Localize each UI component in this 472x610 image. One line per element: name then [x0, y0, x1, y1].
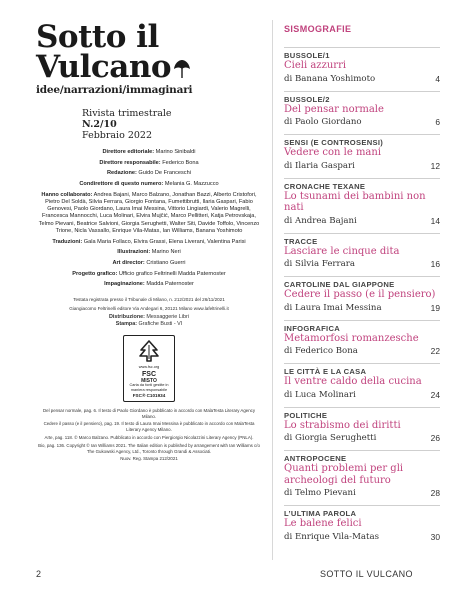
credit-value: Ufficio grafico Feltrinelli Madda Paternoster	[117, 270, 226, 277]
credit-line	[36, 249, 262, 256]
credit-label: Condirettore di questo numero:	[79, 181, 164, 188]
credit-line	[36, 192, 262, 235]
distribution-value: Messaggerie Libri	[144, 313, 189, 320]
credit-value: Andrea Bajani, Marco Balzano, Jonathan Bazzi, Alberto Cristofori, Pietro Del Soldà, Silvia Ferrara, Giorgio Fontana, Fumettibrutti, Ilaria Gaspari, Fabio Genovesi, Paolo Giordano, Laura Imai Messina, Vittorio Lingiardi, Valerio Magrelli, Francesca Mannocchi, Luca Molinari, Elvira Mujčić, Marco Pellitteri, Katja Petrovskaja, Telmo Pievani, Beatrice Salvioni, Giorgia Serughetti, Walter Siti, Davide Toffolo, Vincenzo Trione, Nicla Vassallo, Enrique Vila-Matas, Ian Williams, Banana Yoshimoto	[38, 191, 260, 234]
toc-entry-page: 4	[435, 73, 440, 84]
print-line	[36, 321, 262, 328]
publisher-text: Giangiacomo Feltrinelli editore Via Andegari 6, 20121 Milano www.lafeltrinelli.it	[69, 305, 229, 311]
toc-entry-title: Del pensar normale	[284, 103, 384, 115]
toc-entry-page: 24	[430, 389, 440, 400]
masthead-title-line1: Sotto il	[36, 19, 159, 55]
masthead-title-line2-wrap	[36, 49, 262, 85]
distribution-label: Distribuzione:	[109, 313, 145, 320]
issue-info	[82, 108, 262, 141]
toc-entry-title: Cedere il passo (e il pensiero)	[284, 289, 436, 300]
fsc-certification-badge	[123, 335, 175, 402]
toc-entry-author: di Telmo Pievani	[284, 488, 356, 498]
credit-value: Guido De Franceschi	[136, 170, 191, 177]
toc-entry-rubric: LE CITTÀ E LA CASA	[284, 367, 367, 376]
masthead-tagline: idee/narrazioni/immaginari	[36, 84, 193, 96]
issue-date: Febbraio 2022	[82, 130, 153, 141]
credit-label: Art director:	[112, 259, 145, 266]
credit-label: Hanno collaborato:	[41, 191, 93, 198]
colophon-column	[36, 19, 262, 462]
toc-entry-title: Metamorfosi romanzesche	[284, 332, 419, 344]
footer-running-title: SOTTO IL VULCANO	[320, 569, 413, 579]
toc-entry-rubric: SENSI (E CONTROSENSI)	[284, 138, 384, 147]
toc-entry-page: 12	[430, 160, 440, 171]
credit-line	[36, 281, 262, 288]
credit-value: Cristiano Guerri	[144, 259, 186, 266]
registration-text: Testata registrata presso il Tribunale di Milano, n. 212/2021 del 26/11/2021	[73, 296, 225, 302]
credit-label: Direttore editoriale:	[102, 149, 155, 155]
volcano-leaf-icon	[173, 59, 191, 79]
credit-line	[36, 160, 262, 167]
credits-list	[36, 149, 262, 289]
credit-label: Traduzioni:	[52, 238, 83, 245]
toc-entry[interactable]	[284, 450, 440, 498]
credit-value: Melania G. Mazzucco	[163, 181, 219, 188]
toc-entry-title: Quanti problemi per gli archeologi del futuro	[284, 463, 404, 486]
toc-entry-rubric: CARTOLINE DAL GIAPPONE	[284, 280, 395, 289]
toc-entry-author: di Silvia Ferrara	[284, 259, 355, 269]
copyright-note: Nuov. Reg. Stampa 212/2021	[120, 456, 178, 462]
toc-entry-author: di Federico Bona	[284, 346, 358, 356]
toc-entry-page: 19	[430, 302, 440, 313]
credit-label: Progetto grafico:	[72, 270, 118, 277]
copyright-note: Cedere il passo (e il pensiero), pag. 19. Il testo di Laura Imai Messina è pubblicato in accordo con MalaTesta Literary Agency Milano.	[43, 421, 255, 433]
credit-line	[36, 149, 262, 156]
toc-entry-title: Le balene felici	[284, 518, 362, 529]
toc-entry-page: 28	[430, 488, 440, 498]
credit-label: Impaginazione:	[104, 281, 145, 288]
credit-line	[36, 239, 262, 246]
copyright-note: Bio, pag. 136. Copyright © Ian Williams 2021. The Italian edition is published by arrangement with Ian Williams c/o The Gukowski Agency, Ltd., Toronto through Grandi & Associati.	[38, 442, 260, 454]
column-divider	[272, 20, 273, 560]
toc-entry[interactable]	[284, 505, 440, 542]
toc-entry-title: Lo tsunami dei bambini non nati	[284, 190, 426, 213]
toc-entry-author: di Ilaria Gaspari	[284, 160, 355, 171]
issue-number: N.2/10	[82, 119, 117, 130]
toc-entry-page: 14	[430, 215, 440, 226]
toc-entry[interactable]	[284, 233, 440, 270]
toc-list	[284, 47, 440, 542]
fsc-tree-icon	[136, 339, 162, 363]
toc-entry-rubric: L’ULTIMA PAROLA	[284, 509, 357, 518]
table-of-contents	[284, 24, 440, 542]
legal-info	[36, 297, 262, 328]
toc-entry-author: di Enrique Vila-Matas	[284, 531, 379, 542]
toc-entry-title: Cieli azzurri	[284, 60, 347, 71]
toc-entry-title: Lo strabismo dei diritti	[284, 419, 401, 431]
toc-entry-author: di Banana Yoshimoto	[284, 73, 376, 84]
distribution-line	[36, 314, 262, 321]
print-label: Stampa:	[115, 320, 138, 327]
credit-value: Marino Neri	[150, 249, 181, 256]
toc-entry-author: di Andrea Bajani	[284, 215, 357, 226]
toc-entry-rubric: TRACCE	[284, 236, 318, 246]
toc-entry-author: di Paolo Giordano	[284, 117, 362, 127]
credit-line	[36, 181, 262, 188]
toc-entry[interactable]	[284, 363, 440, 400]
toc-entry-page: 30	[430, 531, 440, 542]
toc-entry[interactable]	[284, 134, 440, 171]
toc-entry-author: di Laura Imai Messina	[284, 302, 382, 313]
print-value: Grafiche Busti - VI	[137, 320, 183, 327]
fsc-label: FSC	[142, 370, 156, 378]
fsc-code: FSC® C101934	[132, 392, 166, 398]
toc-section-title: SISMOGRAFIE	[284, 24, 352, 34]
toc-entry[interactable]	[284, 47, 440, 84]
toc-entry-page: 26	[430, 433, 440, 443]
masthead-title-line2: Vulcano	[36, 49, 172, 85]
toc-entry-page: 22	[430, 346, 440, 356]
masthead-logo	[36, 19, 262, 85]
toc-entry[interactable]	[284, 407, 440, 444]
credit-line	[36, 271, 262, 278]
credit-value: Marino Sinibaldi	[154, 149, 196, 155]
toc-entry-rubric: ANTROPOCENE	[284, 454, 347, 463]
toc-entry[interactable]	[284, 276, 440, 313]
toc-entry[interactable]	[284, 320, 440, 357]
toc-entry-rubric: CRONACHE TEXANE	[284, 181, 366, 191]
toc-entry-page: 16	[430, 259, 440, 269]
toc-entry[interactable]	[284, 178, 440, 226]
toc-entry-rubric: POLITICHE	[284, 410, 328, 420]
footer-page-number: 2	[36, 569, 42, 579]
issue-periodicity: Rivista trimestrale	[82, 108, 172, 119]
copyright-note: Del pensar normale, pag. 6. Il testo di Paolo Giordano è pubblicato in accordo con MalaTesta Literary Agency Milano.	[42, 407, 256, 419]
credit-line	[36, 170, 262, 177]
copyright-note: Arte, pag. 118. © Marco Balzano. Pubblicato in accordo con Piergiorgio Nicolazzini Literary Agency (PNLA).	[44, 434, 254, 440]
toc-entry-title: Lasciare le cinque dita	[284, 245, 400, 257]
fsc-claim: Carta da fonti gestite in maniera responsabile	[129, 383, 169, 393]
fsc-mix: MISTO	[141, 377, 157, 384]
toc-entry-rubric: BUSSOLE/2	[284, 94, 330, 104]
copyright-notes	[36, 408, 262, 462]
toc-entry-title: Vedere con le mani	[284, 147, 382, 158]
credit-value: Madda Paternoster	[144, 281, 194, 288]
toc-entry-rubric: INFOGRAFICA	[284, 323, 341, 333]
toc-entry-title: Il ventre caldo della cucina	[284, 376, 422, 387]
credit-label: Illustrazioni:	[117, 249, 151, 256]
toc-entry-rubric: BUSSOLE/1	[284, 51, 330, 60]
credit-label: Redazione:	[107, 170, 137, 177]
toc-entry-author: di Luca Molinari	[284, 389, 356, 400]
toc-entry-author: di Giorgia Serughetti	[284, 433, 377, 443]
credit-line	[36, 260, 262, 267]
fsc-site: www.fsc.org	[138, 364, 160, 369]
credit-value: Gala Maria Follaco, Elvira Grassi, Elena Liverani, Valentina Parisi	[82, 238, 246, 245]
credit-label: Direttore responsabile:	[99, 159, 161, 166]
toc-entry[interactable]	[284, 91, 440, 128]
credit-value: Federico Bona	[160, 159, 199, 166]
toc-entry-page: 6	[435, 117, 440, 127]
